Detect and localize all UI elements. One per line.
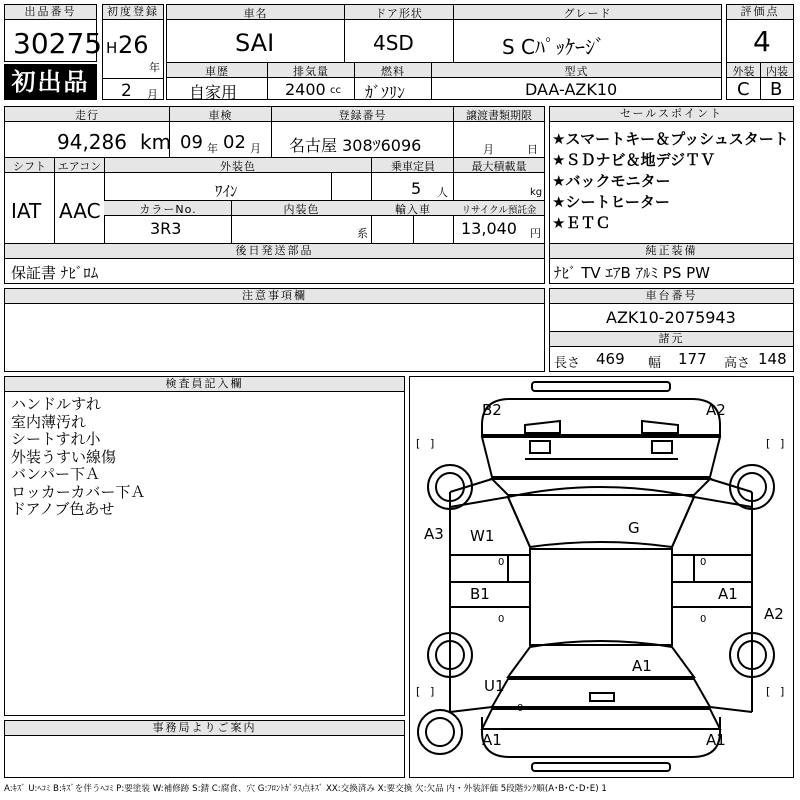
recycle-unit: 円 <box>530 227 541 240</box>
import-label: 輸入車 <box>395 203 431 216</box>
car-diagram-box <box>409 376 794 778</box>
first-reg-era: H <box>106 39 118 57</box>
door-type: 4SD <box>373 31 414 55</box>
ac-label: エアコン <box>57 160 102 173</box>
first-reg-label: 初度登録 <box>103 5 163 20</box>
mileage: 94,286 <box>57 130 127 154</box>
plate-number: 名古屋 308ﾂ6096 <box>289 136 422 155</box>
height-label: 高さ <box>724 356 751 371</box>
damage-mark-w1: W1 <box>470 527 495 545</box>
car-diagram <box>410 377 793 777</box>
transfer-label: 譲渡書類期限 <box>466 109 532 122</box>
inspector-note-3: シートすれ小 <box>11 430 101 448</box>
inspector-box <box>4 376 405 716</box>
sales-points-box <box>549 106 794 284</box>
svg-text:[: [ <box>416 685 421 698</box>
svg-text:]: ] <box>780 685 785 698</box>
after-parts: 保証書 ﾅﾋﾞﾛﾑ <box>11 264 99 282</box>
inspector-note-4: 外装うすい線傷 <box>11 447 117 466</box>
displacement-label: 排気量 <box>293 65 329 78</box>
inspector-note-7: ドアノブ色あせ <box>11 500 115 518</box>
equipment-label: 純正装備 <box>550 244 793 259</box>
damage-mark-g: G <box>628 519 640 537</box>
width: 177 <box>678 350 707 368</box>
lot-number: 30275 <box>13 27 103 60</box>
vehicle-info-box <box>4 106 545 284</box>
sales-points-label: セールスポイント <box>550 107 793 122</box>
inspection-label: 車検 <box>208 109 233 122</box>
door-label: ドア形状 <box>375 7 423 20</box>
lot-label: 出品番号 <box>5 5 96 20</box>
damage-mark-a1-rear: A1 <box>632 657 652 675</box>
shift: IAT <box>11 199 42 223</box>
first-reg-year: 26 <box>118 31 149 59</box>
color-no-label: カラーNo. <box>139 203 197 216</box>
recycle-deposit: 13,040 <box>461 219 517 238</box>
mileage-label: 走行 <box>75 109 99 122</box>
svg-text:0: 0 <box>517 703 524 714</box>
svg-text:[: [ <box>766 685 771 698</box>
svg-text:]: ] <box>430 685 435 698</box>
first-reg-box <box>102 4 164 100</box>
ac: AAC <box>59 199 101 223</box>
displacement-unit: cc <box>330 85 341 96</box>
history-label: 車歴 <box>205 65 229 78</box>
damage-mark-b1: B1 <box>470 585 490 603</box>
office-box <box>4 720 405 778</box>
sales-point-2: ★ＳＤナビ＆地デジＴＶ <box>552 151 716 169</box>
score-box <box>726 4 794 100</box>
first-listing-badge: 初出品 <box>4 64 97 100</box>
score: 4 <box>753 25 771 58</box>
grade-label: グレード <box>563 7 612 20</box>
width-label: 幅 <box>648 356 662 371</box>
inspection-year: 09 <box>180 132 203 153</box>
damage-mark-a1-right: A1 <box>718 585 738 603</box>
sales-point-1: ★スマートキー＆プッシュスタート <box>552 130 789 148</box>
length-label: 長さ <box>554 356 581 371</box>
load-label: 最大積載量 <box>471 160 527 173</box>
inspector-note-6: ロッカーカバー下Ａ <box>11 482 146 501</box>
svg-text:0: 0 <box>700 614 707 625</box>
chassis-box <box>549 288 794 372</box>
exterior-label: 外装 <box>732 65 755 78</box>
car-main-box <box>166 4 722 100</box>
damage-mark-a2-front: A2 <box>706 401 726 419</box>
sales-point-5: ★ＥＴＣ <box>552 214 611 232</box>
inspector-note-2: 室内薄汚れ <box>11 412 87 431</box>
svg-text:0: 0 <box>498 614 505 625</box>
car-name-label: 車名 <box>243 7 268 20</box>
mileage-unit: km <box>140 130 172 154</box>
year-unit: 年 <box>149 61 160 74</box>
exterior-grade: C <box>737 79 750 100</box>
sales-point-4: ★シートヒーター <box>552 193 670 211</box>
damage-mark-a2-right: A2 <box>764 605 784 623</box>
office-label: 事務局よりご案内 <box>5 721 404 736</box>
inspection-month: 02 <box>223 132 246 153</box>
score-label: 評価点 <box>727 5 793 20</box>
capacity: 5 <box>411 179 422 198</box>
damage-mark-a1-rear-right: A1 <box>706 731 726 749</box>
sales-point-3: ★バックモニター <box>552 172 671 190</box>
inspector-label: 検査員記入欄 <box>5 377 404 392</box>
capacity-label: 乗車定員 <box>391 160 435 173</box>
color-number: 3R3 <box>150 219 182 238</box>
after-parts-label: 後日発送部品 <box>5 244 544 259</box>
svg-text:0: 0 <box>498 557 505 568</box>
capacity-unit: 人 <box>437 186 448 199</box>
svg-text:]: ] <box>430 437 435 450</box>
interior-label: 内装 <box>766 65 788 78</box>
shift-label: シフト <box>13 160 46 173</box>
history: 自家用 <box>189 83 238 102</box>
plate-label: 登録番号 <box>338 109 387 122</box>
inspector-note-5: バンパー下Ａ <box>11 465 100 483</box>
grade: S Cﾊﾟｯｹｰｼﾞ <box>502 35 606 59</box>
first-reg-month: 2 <box>121 81 132 101</box>
damage-mark-b2: B2 <box>482 401 502 419</box>
damage-mark-u1: U1 <box>484 677 505 695</box>
transfer-day: 日 <box>527 143 538 156</box>
recycle-label: リサイクル預託金 <box>461 205 537 216</box>
caution-box <box>4 288 545 372</box>
equipment: ﾅﾋﾞ TV ｴｱB ｱﾙﾐ PS PW <box>554 264 710 282</box>
inspector-note-1: ハンドルすれ <box>11 395 102 413</box>
chassis-label: 車台番号 <box>550 289 793 304</box>
month-unit: 月 <box>147 88 158 101</box>
lot-box <box>4 4 103 62</box>
fuel: ｶﾞｿﾘﾝ <box>365 83 406 102</box>
height: 148 <box>758 350 787 368</box>
ext-color: ﾜｲﾝ <box>215 182 238 200</box>
int-color-label: 内装色 <box>283 203 320 216</box>
damage-mark-a3: A3 <box>424 525 444 543</box>
displacement: 2400 <box>285 80 326 99</box>
int-color-unit: 系 <box>357 227 368 240</box>
fuel-label: 燃料 <box>381 65 405 78</box>
svg-text:[: [ <box>416 437 421 450</box>
car-name: SAI <box>235 29 275 57</box>
damage-mark-a1-rear-left: A1 <box>482 731 502 749</box>
load-unit: kg <box>530 187 543 198</box>
interior-grade: B <box>770 79 783 100</box>
caution-label: 注意事項欄 <box>5 289 544 304</box>
ext-color-label: 外装色 <box>220 160 256 173</box>
svg-text:]: ] <box>780 437 785 450</box>
svg-text:[: [ <box>766 437 771 450</box>
inspection-year-unit: 年 <box>207 142 218 155</box>
legend: A:ｷｽﾞ U:ﾍｺﾐ B:ｷｽﾞを伴うﾍｺﾐ P:要塗装 W:補修跡 S:錆 C:腐食、穴 G:ﾌﾛﾝﾄｶﾞﾗｽ点ｷｽﾞ XX:交換済み X:要交換 欠:欠品 内・外装評価 5段階ﾗﾝｸ順(A･B･C･D･E) 1 <box>4 784 607 794</box>
chassis-number: AZK10-2075943 <box>606 308 736 327</box>
dims-label: 諸元 <box>550 332 793 347</box>
model-label: 型式 <box>564 65 589 78</box>
svg-text:0: 0 <box>700 557 707 568</box>
model: DAA-AZK10 <box>525 80 618 99</box>
length: 469 <box>596 350 625 368</box>
inspection-month-unit: 月 <box>250 142 261 155</box>
transfer-month: 月 <box>483 143 494 156</box>
